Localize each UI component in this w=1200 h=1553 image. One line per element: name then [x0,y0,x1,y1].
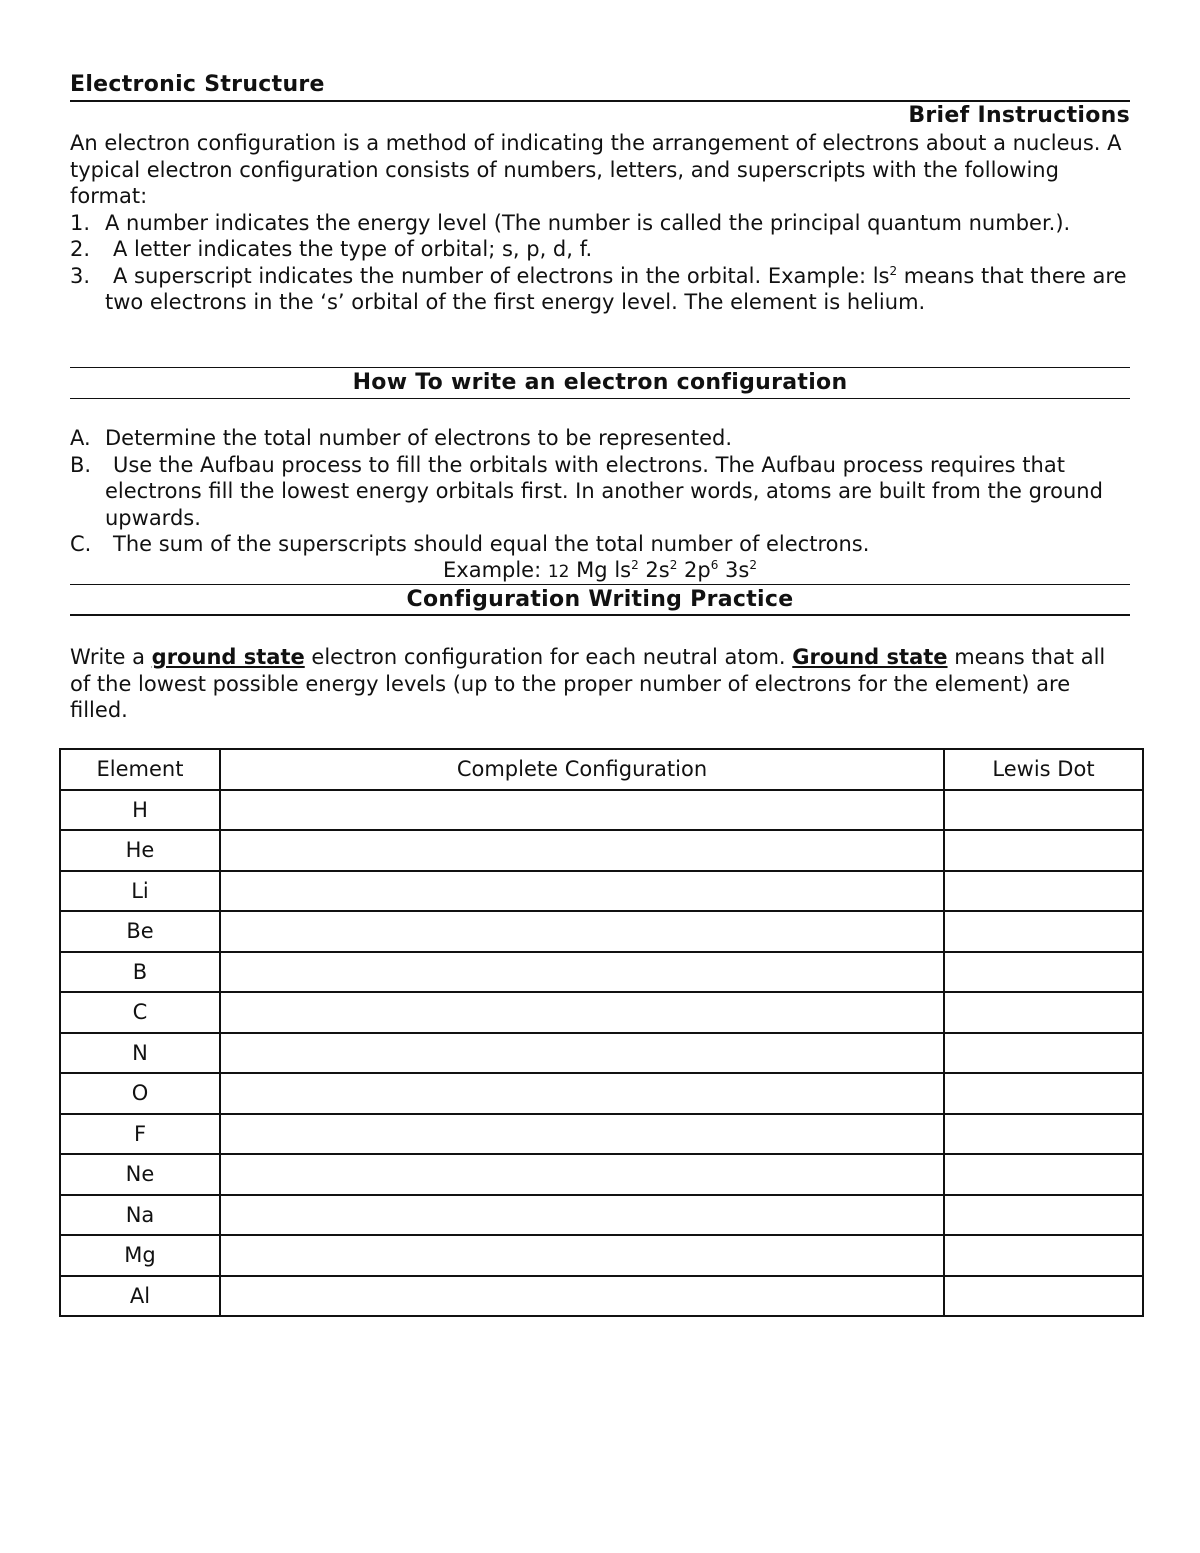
element-cell: H [60,790,220,831]
configuration-cell[interactable] [220,1154,944,1195]
configuration-cell[interactable] [220,1195,944,1236]
lewis-dot-cell[interactable] [944,790,1143,831]
table-row [60,1235,1143,1276]
lewis-dot-cell[interactable] [944,871,1143,912]
title-rule [70,100,1130,102]
configuration-cell[interactable] [220,1033,944,1074]
table-row [60,1154,1143,1195]
rule-text: A letter indicates the type of orbital; s, p, d, f. [113,237,593,261]
rule-item [70,236,1130,263]
superscript: 2 [889,263,898,278]
rule-text-continued: means that there are two electrons in the ‘s’ orbital of the first energy level. The element is helium. [105,263,1127,314]
configuration-cell[interactable] [220,1235,944,1276]
format-rules-list [70,210,1130,316]
rule-item [70,263,1130,316]
howto-step [70,425,1130,452]
example-label: Example: [443,558,548,582]
lewis-dot-cell[interactable] [944,1195,1143,1236]
emphasis-ground-state: Ground state [792,645,948,669]
element-symbol: Mg [569,558,615,582]
orbital-term: ls [614,558,632,582]
element-cell: Li [60,871,220,912]
table-row [60,992,1143,1033]
rule-marker: 3. [70,263,91,288]
lewis-dot-cell[interactable] [944,1073,1143,1114]
rule-text: A number indicates the energy level (The number is called the principal quantum number.). [105,210,1071,235]
element-cell: O [60,1073,220,1114]
configuration-cell[interactable] [220,992,944,1033]
configuration-cell[interactable] [220,952,944,993]
howto-steps-list [70,425,1130,558]
howto-step [70,452,1130,532]
superscript: 2 [749,558,757,572]
lewis-dot-cell[interactable] [944,830,1143,871]
intro-paragraph: An electron configuration is a method of indicating the arrangement of electrons about a nucleus. A typical electron configuration consists of numbers, letters, and superscripts with the following format: [70,131,1122,208]
practice-heading: Configuration Writing Practice [406,587,794,612]
orbital-term: 3s [718,558,750,582]
howto-step [70,531,1130,558]
intro-section [70,130,1130,316]
configuration-table [59,748,1144,1317]
step-text: Use the Aufbau process to fill the orbitals with electrons. The Aufbau process requires that electrons fill the lowest energy orbitals first. In another words, atoms are built from the ground upwards. [105,452,1103,530]
lewis-dot-cell[interactable] [944,952,1143,993]
howto-section [70,425,1130,558]
table-header-row [60,749,1143,790]
configuration-cell[interactable] [220,830,944,871]
orbital-term: 2p [677,558,711,582]
rule-item [70,210,1130,237]
document-title: Electronic Structure [70,72,325,97]
superscript: 2 [631,558,639,572]
practice-instructions [70,644,1130,724]
element-cell: C [60,992,220,1033]
column-header-lewis-dot: Lewis Dot [944,749,1143,790]
orbital-term: 2s [638,558,670,582]
practice-text: Write a [70,645,152,669]
step-marker: B. [70,452,92,477]
configuration-cell[interactable] [220,911,944,952]
configuration-cell[interactable] [220,790,944,831]
superscript: 6 [710,558,719,572]
step-marker: C. [70,532,92,556]
lewis-dot-cell[interactable] [944,911,1143,952]
practice-bottom-rule [70,614,1130,616]
lewis-dot-cell[interactable] [944,1154,1143,1195]
lewis-dot-cell[interactable] [944,1033,1143,1074]
table-row [60,1195,1143,1236]
element-cell: Al [60,1276,220,1317]
table-row [60,1033,1143,1074]
table-row [60,830,1143,871]
howto-bottom-rule [70,398,1130,399]
column-header-configuration: Complete Configuration [220,749,944,790]
howto-top-rule [70,367,1130,368]
configuration-cell[interactable] [220,1073,944,1114]
configuration-cell[interactable] [220,1276,944,1317]
example-configuration [70,557,1130,585]
configuration-cell[interactable] [220,871,944,912]
configuration-cell[interactable] [220,1114,944,1155]
step-text: The sum of the superscripts should equal the total number of electrons. [113,532,870,556]
table-row [60,1114,1143,1155]
element-cell: N [60,1033,220,1074]
brief-instructions-heading: Brief Instructions [908,103,1130,128]
column-header-element: Element [60,749,220,790]
table-row [60,790,1143,831]
practice-text: means that all of the lowest possible energy levels (up to the proper number of electrons for the element) are filled. [70,645,1106,722]
rule-marker: 2. [70,237,91,261]
table-row [60,871,1143,912]
superscript: 2 [669,558,678,572]
element-cell: Ne [60,1154,220,1195]
lewis-dot-cell[interactable] [944,992,1143,1033]
table-row [60,911,1143,952]
atomic-number: 12 [547,562,570,582]
lewis-dot-cell[interactable] [944,1276,1143,1317]
element-cell: Be [60,911,220,952]
table-row [60,952,1143,993]
emphasis-ground-state: ground state [151,645,305,669]
element-cell: F [60,1114,220,1155]
step-text: Determine the total number of electrons to be represented. [105,426,733,450]
rule-marker: 1. [70,210,91,235]
element-cell: He [60,830,220,871]
rule-text: A superscript indicates the number of electrons in the orbital. Example: ls [113,263,890,288]
table-row [60,1276,1143,1317]
howto-heading: How To write an electron configuration [352,370,848,395]
lewis-dot-cell[interactable] [944,1114,1143,1155]
practice-top-rule [70,584,1130,585]
step-marker: A. [70,426,91,450]
practice-text: electron configuration for each neutral atom. [304,645,793,669]
element-cell: Mg [60,1235,220,1276]
lewis-dot-cell[interactable] [944,1235,1143,1276]
table-row [60,1073,1143,1114]
element-cell: B [60,952,220,993]
element-cell: Na [60,1195,220,1236]
